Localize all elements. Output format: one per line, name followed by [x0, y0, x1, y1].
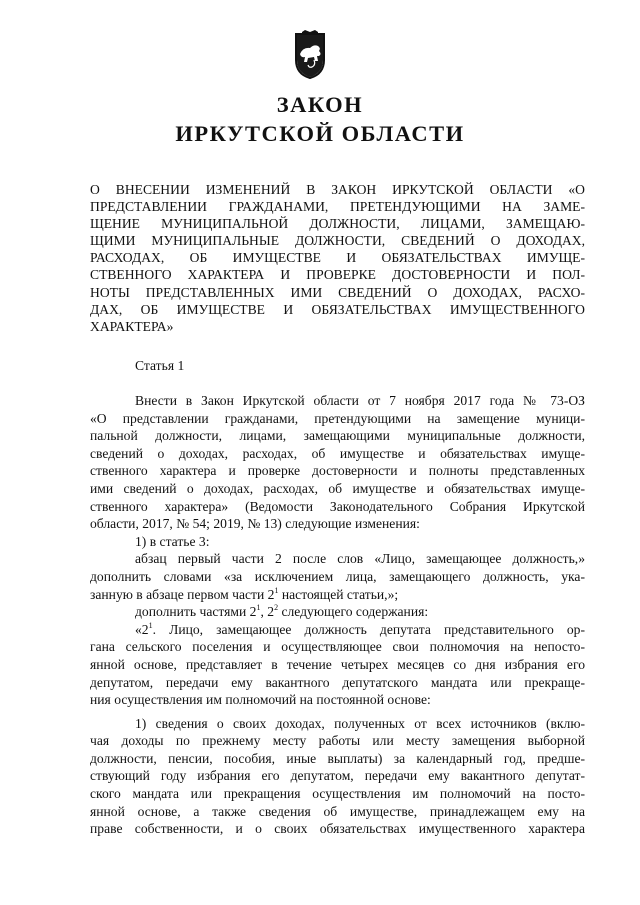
heading-line: ХАРАКТЕРА»: [90, 318, 174, 334]
body-line: 1) в статье 3:: [135, 533, 210, 549]
body-line: пальной должности, лицами, замещающими муниципальные должности,: [90, 428, 585, 444]
body-line: [90, 603, 585, 621]
body-line: янной основе, а также сведения об имуществе, принадлежащем ему на: [90, 803, 585, 819]
body-line: ими сведений о доходах, расходах, об имуществе и обязательствах имуще-: [90, 480, 585, 496]
body-line: «О представлении гражданами, претендующими на замещение муници-: [90, 410, 585, 426]
law-region: ИРКУТСКОЙ ОБЛАСТИ: [175, 121, 465, 146]
body-fragment: занную в абзаце первом части 2: [90, 586, 275, 602]
body-fragment: . Лицо, замещающее должность депутата представительного ор-: [152, 621, 585, 637]
body-line: ственного характера» (Ведомости Законодательного Собрания Иркутской: [90, 498, 585, 514]
body-line: области, 2017, № 54; 2019, № 13) следующие изменения:: [90, 516, 420, 532]
body-line: ния осуществления им полномочий на постоянной основе:: [90, 692, 431, 708]
body-line: 1) сведения о своих доходах, полученных от всех источников (вклю-: [135, 715, 585, 731]
heading-line: ЩЕНИЕ МУНИЦИПАЛЬНОЙ ДОЛЖНОСТИ, ЛИЦАМИ, ЗАМЕЩАЮ-: [90, 216, 585, 232]
heading-line: ПРЕДСТАВЛЕНИИ ГРАЖДАНАМИ, ПРЕТЕНДУЮЩИМИ НА ЗАМЕ-: [90, 199, 585, 215]
superscript: 1: [256, 603, 261, 613]
body-line: ствующий году избрания его депутатом, передачи ему вакантного депутат-: [90, 768, 585, 784]
superscript: 1: [148, 620, 153, 630]
article-label: Статья 1: [135, 358, 185, 373]
body-fragment: дополнить частями 2: [135, 604, 257, 620]
body-fragment: настоящей статьи,»;: [278, 586, 399, 602]
law-title: ЗАКОН: [276, 92, 364, 117]
body-line: гана сельского поселения и осуществляющее свои полномочия на непосто-: [90, 639, 585, 655]
body-line: чая доходы по прежнему месту работы или месту замещения выборной: [90, 733, 585, 749]
coat-of-arms-icon: [290, 30, 330, 80]
heading-line: РАСХОДАХ, ОБ ИМУЩЕСТВЕ И ОБЯЗАТЕЛЬСТВАХ ИМУЩЕ-: [90, 250, 585, 266]
heading-line: ЩИМИ МУНИЦИПАЛЬНЫЕ ДОЛЖНОСТИ, СВЕДЕНИЙ О ДОХОДАХ,: [90, 233, 585, 249]
body-line: должности, пенсии, пособия, иные выплаты) за календарный год, предше-: [90, 750, 585, 766]
superscript: 2: [274, 603, 279, 613]
heading-line: ДАХ, ОБ ИМУЩЕСТВЕ И ОБЯЗАТЕЛЬСТВАХ ИМУЩЕСТВЕННОГО: [90, 301, 585, 317]
body-line: сведений о доходах, расходах, об имуществе и обязательствах имуще-: [90, 445, 585, 461]
body-line: депутатом, передачи ему вакантного депутатского мандата или прекраще-: [90, 674, 585, 690]
body-line: [90, 586, 585, 604]
body-line: дополнить словами «за исключением лица, замещающего должность, ука-: [90, 568, 585, 584]
body-line: праве собственности, и о своих обязательствах имущественного характера: [90, 821, 585, 837]
superscript: 1: [274, 585, 279, 595]
heading-line: СТВЕННОГО ХАРАКТЕРА И ПРОВЕРКЕ ДОСТОВЕРНОСТИ И ПОЛ-: [90, 267, 585, 283]
body-fragment: «2: [135, 621, 149, 637]
law-heading: [90, 181, 585, 335]
body-fragment: [135, 622, 585, 637]
body-line: абзац первый части 2 после слов «Лицо, замещающее должность,»: [135, 551, 585, 567]
body-line: ственного характера и проверке достоверности и полноты представленных: [90, 463, 585, 479]
body-fragment: следующего содержания:: [278, 604, 429, 620]
body-line: Внести в Закон Иркутской области от 7 ноября 2017 года № 73-ОЗ: [135, 393, 585, 408]
body-line: ского мандата или прекращения осуществления им полномочий на посто-: [90, 786, 585, 802]
body-line: янной основе, представляет в течение четырех месяцев со дня избрания его: [90, 656, 585, 672]
heading-line: НОТЫ ПРЕДСТАВЛЕННЫХ ИМИ СВЕДЕНИЙ О ДОХОДАХ, РАСХО-: [90, 284, 585, 300]
body-fragment: , 2: [260, 604, 275, 620]
body-line: [90, 621, 585, 639]
heading-line: О ВНЕСЕНИИ ИЗМЕНЕНИЙ В ЗАКОН ИРКУТСКОЙ ОБЛАСТИ «О: [90, 182, 585, 197]
body-text: [90, 392, 585, 838]
